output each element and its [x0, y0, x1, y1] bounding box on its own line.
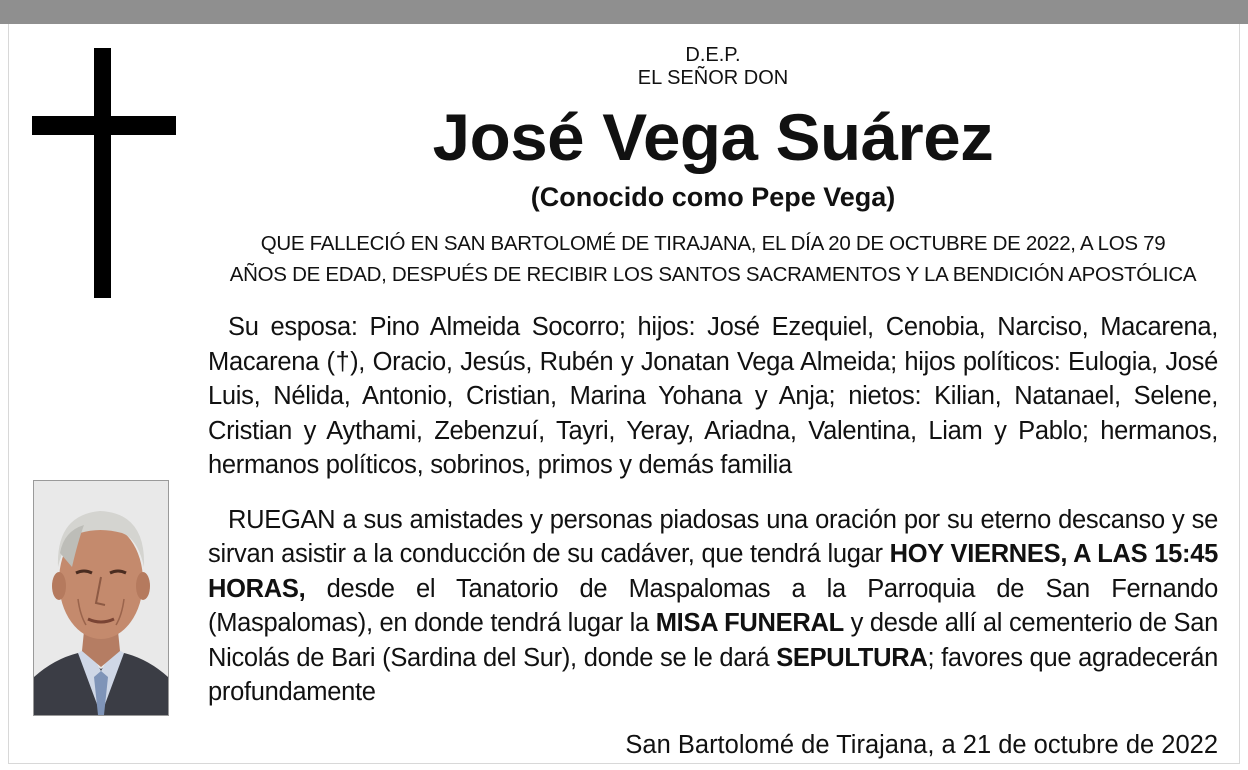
- request-text: RUEGAN a sus amistades y personas piadosas una oración por su eterno descanso y se sirvan asistir a la conducción de su cadáver, que tendrá lugar: [208, 505, 1218, 568]
- request-text: ; favores que agradecerán profundamente: [208, 643, 1218, 706]
- burial-label: SEPULTURA: [776, 643, 928, 672]
- service-time: HOY VIERNES, A LAS 15:45 HORAS,: [208, 540, 1218, 603]
- request-paragraph: [208, 503, 1218, 710]
- request-text: desde el Tanatorio de Maspalomas a la Parroquia de San Fernando (Maspalomas), en donde tendrá lugar la: [208, 574, 1218, 637]
- announcement-line: QUE FALLECIÓ EN SAN BARTOLOMÉ DE TIRAJANA, EL DÍA 20 DE OCTUBRE DE 2022, A LOS 79: [260, 232, 1166, 255]
- obituary-content: [208, 44, 1218, 762]
- deceased-alias: (Conocido como Pepe Vega): [530, 182, 896, 212]
- honorific-label: EL SEÑOR DON: [637, 67, 789, 89]
- death-announcement: [208, 228, 1218, 290]
- deceased-portrait: [33, 480, 169, 716]
- cross-icon: [30, 48, 176, 298]
- dep-label: D.E.P.: [685, 44, 741, 66]
- request-text: y desde allí al cementerio de San Nicolás de Bari (Sardina del Sur), donde se le dará: [208, 609, 1218, 672]
- dateline: San Bartolomé de Tirajana, a 21 de octubre de 2022: [625, 730, 1218, 759]
- family-paragraph: Su esposa: Pino Almeida Socorro; hijos: José Ezequiel, Cenobia, Narciso, Macarena, Macarena (†), Oracio, Jesús, Rubén y Jonatan Vega Almeida; hijos políticos: Eulogia, José Luis, Nélida, Antonio, Cristian, Marina Yohana y Anja; nietos: Kilian, Natanael, Selene, Cristian y Aythami, Zebenzuí, Tayri, Yeray, Ariadna, Valentina, Liam y Pablo; hermanos, hermanos políticos, sobrinos, primos y demás familia: [208, 313, 1218, 479]
- top-bar: [0, 0, 1248, 24]
- announcement-line: AÑOS DE EDAD, DESPUÉS DE RECIBIR LOS SANTOS SACRAMENTOS Y LA BENDICIÓN APOSTÓLICA: [229, 263, 1197, 286]
- funeral-mass-label: MISA FUNERAL: [655, 609, 844, 637]
- deceased-name: José Vega Suárez: [432, 100, 994, 174]
